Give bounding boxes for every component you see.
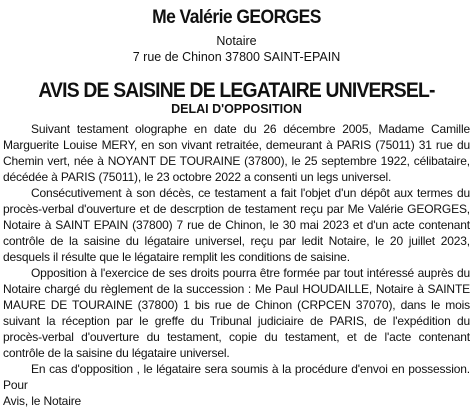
closing-signature: Avis, le Notaire xyxy=(3,394,82,408)
notary-name: Me Valérie GEORGES xyxy=(152,7,321,28)
notice-body xyxy=(3,121,470,409)
notice-subtitle: DELAI D'OPPOSITION xyxy=(171,102,302,116)
notice-title: AVIS DE SAISINE DE LEGATAIRE UNIVERSEL- xyxy=(38,78,435,102)
paragraph-deposit: Consécutivement à son décès, ce testament a fait l'objet d'un dépôt aux termes du procès-verbal d'ouverture et de descrption de testament reçu par Me Valérie GEORGES, Notaire à SAINT EPAIN (37800) 7 rue de Chinon, le 30 mai 2023 et d'un acte contenant contrôle de la saisine du légataire universel, reçu par ledit Notaire, le 20 juillet 2023, desquels il résulte que le légataire remplit les conditions de saisine. xyxy=(3,186,470,264)
paragraph-procedure: En cas d'opposition , le légataire sera soumis à la procédure d'envoi en possession. Pour xyxy=(3,362,470,392)
notary-address: 7 rue de Chinon 37800 SAINT-EPAIN xyxy=(132,50,341,64)
paragraph-opposition: Opposition à l'exercice de ses droits pourra être formée par tout intéressé auprès du Notaire chargé du règlement de la succession : Me Paul HOUDAILLE, Notaire à SAINTE MAURE DE TOURAINE (37800) 1 bis rue de Chinon (CRPCEN 37070), dans le mois suivant la réception par le greffe du Tribunal judiciaire de PARIS, de l'expédition du procès-verbal d'ouverture du testament, copie du testament, et de l'acte contenant contrôle de la saisine du légataire universel. xyxy=(3,266,470,360)
notary-role: Notaire xyxy=(216,34,257,48)
paragraph-testament: Suivant testament olographe en date du 26 décembre 2005, Madame Camille Marguerite Louise MERY, en son vivant retraitée, demeurant à PARIS (75011) 31 rue du Chemin vert, née à NOYANT DE TOURAINE (37800), le 25 septembre 1922, célibataire, décédée à PARIS (75011), le 23 octobre 2022 a consenti un legs universel. xyxy=(3,122,470,184)
